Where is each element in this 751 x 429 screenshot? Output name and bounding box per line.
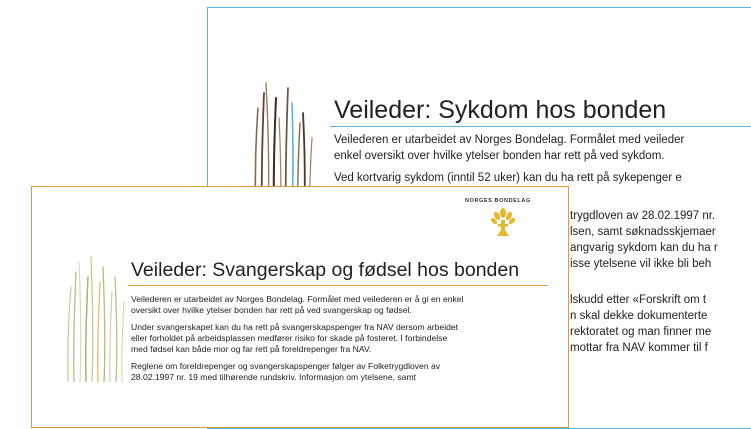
body-line: 28.02.1997 nr. 19 med tilhørende rundskriv. Informasjon om ytelsene, samt — [131, 372, 417, 382]
body-line: rektoratet og man finner me — [570, 326, 712, 338]
body-line: Veilederen er utarbeidet av Norges Bondelag. Formålet med veileder — [334, 134, 685, 146]
norges-bondelag-logo-text: NORGES BONDELAG — [465, 198, 531, 204]
body-line: eller forholdet på arbeidsplassen medfører risiko for skade på fosteret. I forbindelse — [131, 333, 448, 343]
title-divider — [128, 285, 548, 286]
body-line: isse ytelsene vil ikke bli beh — [570, 258, 712, 270]
title-divider — [330, 126, 751, 127]
document-title: Veileder: Sykdom hos bonden — [334, 96, 667, 124]
body-line: lskudd etter «Forskrift om t — [570, 294, 707, 306]
body-line: Ved kortvarig sykdom (inntil 52 uker) kan du ha rett på sykepenger e — [334, 172, 682, 184]
body-line: Under svangerskapet kan du ha rett på svangerskapspenger fra NAV dersom arbeidet — [131, 322, 459, 332]
body-line: Reglene om foreldrepenger og svangerskapspenger følger av Folketrygdloven av — [131, 361, 441, 371]
body-line: med fødsel kan både mor og far rett på foreldrepenger fra NAV. — [131, 344, 372, 354]
wheat-sheaf-icon — [490, 207, 516, 237]
body-line: enkel oversikt over hvilke ytelser bonden har rett på ved sykdom. — [334, 150, 665, 162]
document-title: Veileder: Svangerskap og fødsel hos bonden — [131, 259, 520, 281]
body-line: angvarig sykdom kan du ha r — [570, 242, 718, 254]
body-line: oversikt over hvilke ytelser bonden har rett på ved svangerskap og fødsel. — [131, 305, 412, 315]
body-line: n skal dekke dokumenterte — [570, 310, 708, 322]
grass-illustration-icon — [62, 242, 142, 382]
body-line: trygdloven av 28.02.1997 nr. — [570, 210, 716, 222]
body-line: Veilederen er utarbeidet av Norges Bondelag. Formålet med veilederen er å gi en enkel — [131, 294, 464, 304]
body-line: lsen, samt søknadsskjemaer — [570, 226, 716, 238]
body-line: mottar fra NAV kommer til f — [570, 342, 708, 354]
document-svangerskap-preview[interactable] — [31, 186, 569, 428]
